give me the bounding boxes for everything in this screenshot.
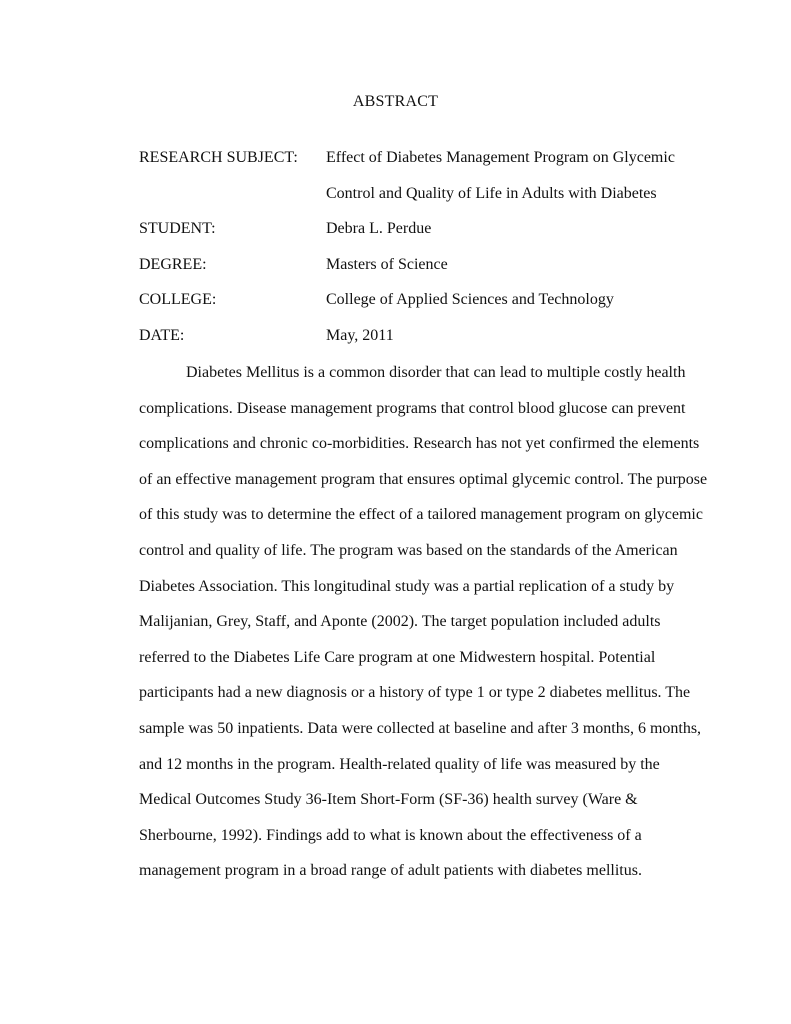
meta-value <box>326 282 699 318</box>
body-line: complications. Disease management programs that control blood glucose can prevent <box>139 399 686 417</box>
meta-label: COLLEGE: <box>139 291 217 309</box>
body-line: participants had a new diagnosis or a history of type 1 or type 2 diabetes mellitus. The <box>139 684 691 702</box>
body-line: sample was 50 inpatients. Data were collected at baseline and after 3 months, 6 months, <box>139 719 702 737</box>
body-line: Sherbourne, 1992). Findings add to what is known about the effectiveness of a <box>139 826 642 844</box>
meta-value-line: May, 2011 <box>326 326 394 344</box>
meta-value <box>326 211 699 247</box>
meta-row-date <box>139 318 699 354</box>
page-title: ABSTRACT <box>352 93 439 110</box>
body-line: Malijanian, Grey, Staff, and Aponte (2002). The target population included adults <box>139 613 661 631</box>
body-line: Medical Outcomes Study 36-Item Short-Form (SF-36) health survey (Ware & <box>139 791 638 809</box>
body-line: management program in a broad range of adult patients with diabetes mellitus. <box>139 862 642 880</box>
body-line: Diabetes Association. This longitudinal study was a partial replication of a study by <box>139 577 675 595</box>
abstract-metadata <box>139 140 699 354</box>
meta-value <box>326 247 699 283</box>
body-line: referred to the Diabetes Life Care program at one Midwestern hospital. Potential <box>139 648 656 666</box>
meta-label: STUDENT: <box>139 220 216 238</box>
body-line: Diabetes Mellitus is a common disorder that can lead to multiple costly health <box>186 364 686 381</box>
abstract-body <box>139 355 708 889</box>
meta-value-line: College of Applied Sciences and Technology <box>326 291 614 309</box>
meta-label: DEGREE: <box>139 255 207 273</box>
body-line: complications and chronic co-morbidities. Research has not yet confirmed the elements <box>139 435 700 453</box>
body-line: of an effective management program that ensures optimal glycemic control. The purpose <box>139 470 708 488</box>
meta-value-line: Control and Quality of Life in Adults with Diabetes <box>326 184 657 202</box>
meta-row-degree <box>139 247 699 283</box>
body-line: of this study was to determine the effect of a tailored management program on glycemic <box>139 506 703 524</box>
meta-value <box>326 140 699 211</box>
meta-value-line: Debra L. Perdue <box>326 220 432 238</box>
meta-label: DATE: <box>139 326 185 344</box>
meta-row-research-subject <box>139 140 699 211</box>
meta-row-college <box>139 282 699 318</box>
meta-value-line: Effect of Diabetes Management Program on Glycemic <box>326 149 675 166</box>
meta-row-student <box>139 211 699 247</box>
body-line: and 12 months in the program. Health-related quality of life was measured by the <box>139 755 660 773</box>
meta-label: RESEARCH SUBJECT: <box>139 149 298 166</box>
body-line: control and quality of life. The program was based on the standards of the American <box>139 541 678 559</box>
meta-value-line: Masters of Science <box>326 255 448 273</box>
meta-value <box>326 318 699 354</box>
